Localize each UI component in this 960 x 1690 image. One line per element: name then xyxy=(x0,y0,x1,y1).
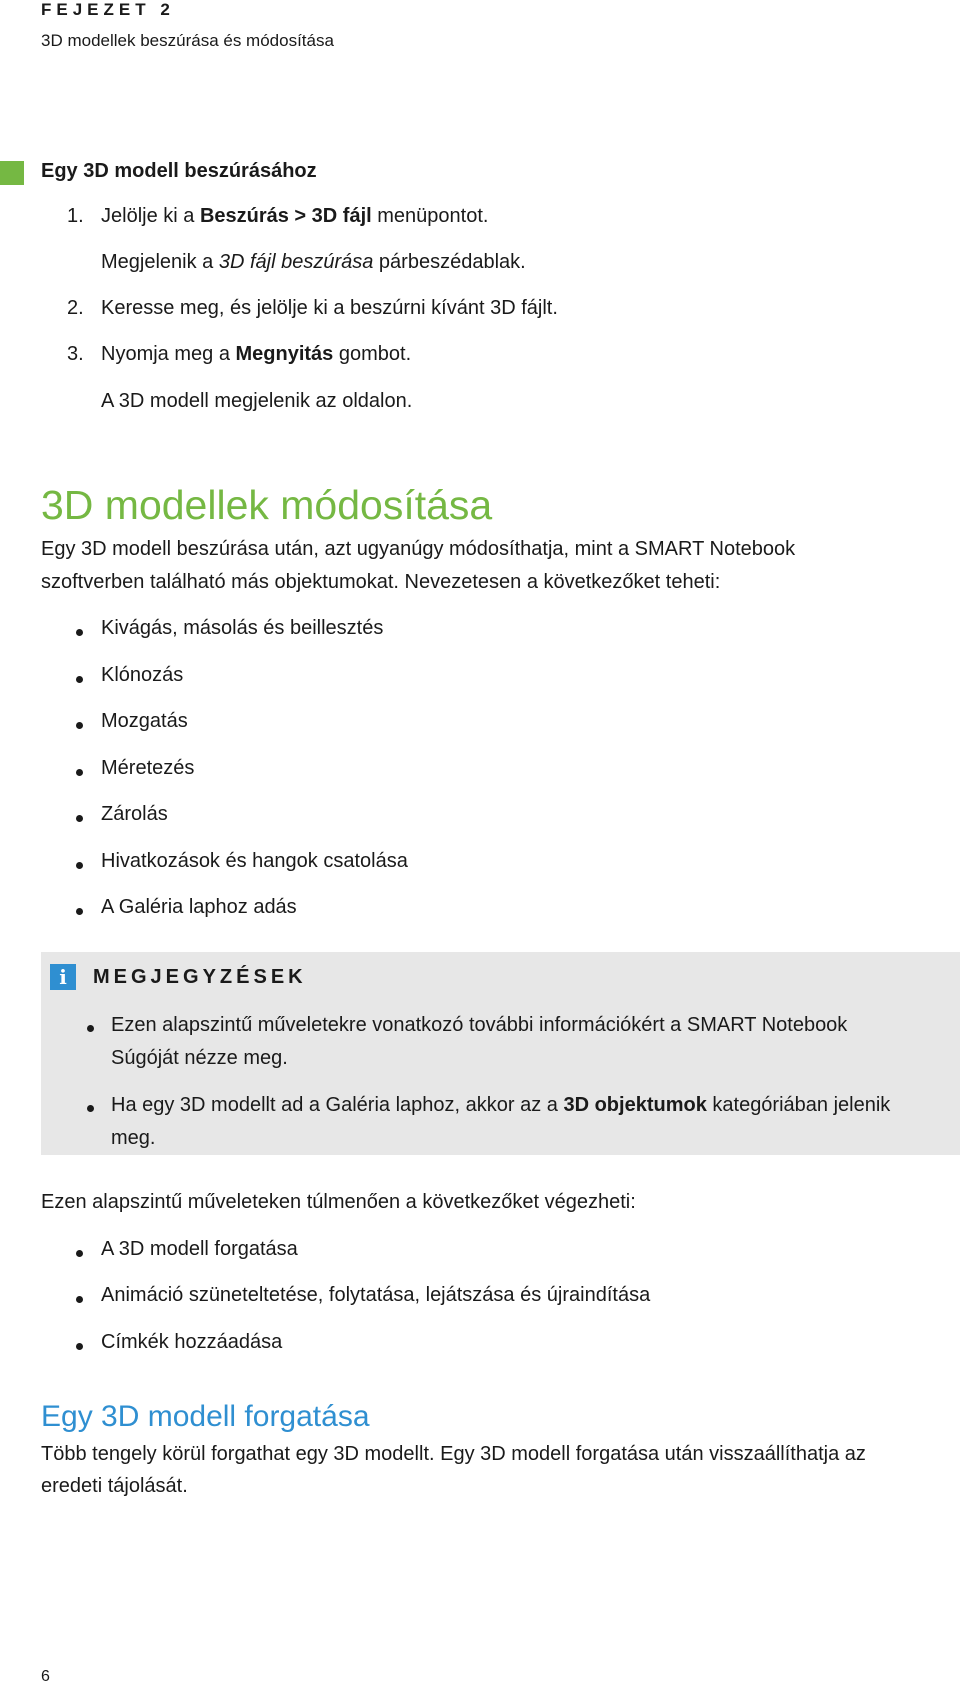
list-item: Méretezés xyxy=(101,757,195,779)
bullet-dot-icon xyxy=(76,1343,83,1350)
bullet-dot-icon xyxy=(76,908,83,915)
bullet-dot-icon xyxy=(76,722,83,729)
section-intro-line: Egy 3D modell beszúrása után, azt ugyanúgy módosíthatja, mint a SMART Notebook xyxy=(41,538,796,560)
bullet-dot-icon xyxy=(76,862,83,869)
section-heading-modify: 3D modellek módosítása xyxy=(41,482,493,528)
bullet-dot-icon xyxy=(76,815,83,822)
list-item: Klónozás xyxy=(101,664,184,686)
list-item: Hivatkozások és hangok csatolása xyxy=(101,850,408,872)
list-item: Zárolás xyxy=(101,803,168,825)
section-paragraph-line: eredeti tájolását. xyxy=(41,1475,188,1497)
bullet-dot-icon xyxy=(76,1296,83,1303)
bullet-dot-icon xyxy=(87,1105,94,1112)
note-item-line: meg. xyxy=(111,1127,156,1149)
section-intro-line: szoftverben található más objektumokat. Nevezetesen a következőket teheti: xyxy=(41,571,721,593)
step-number: 3. xyxy=(67,343,84,365)
list-item: A Galéria laphoz adás xyxy=(101,896,297,918)
list-item: Animáció szüneteltetése, folytatása, lejátszása és újraindítása xyxy=(101,1284,651,1306)
bullet-dot-icon xyxy=(76,629,83,636)
page-number: 6 xyxy=(41,1668,50,1685)
bullet-dot-icon xyxy=(76,769,83,776)
bullet-dot-icon xyxy=(87,1025,94,1032)
list-item: Címkék hozzáadása xyxy=(101,1331,283,1353)
step-1-result: Megjelenik a 3D fájl beszúrása párbeszédablak. xyxy=(101,251,526,273)
section-heading-rotate: Egy 3D modell forgatása xyxy=(41,1400,370,1433)
note-item-line: Súgóját nézze meg. xyxy=(111,1047,288,1069)
step-2-text: Keresse meg, és jelölje ki a beszúrni kívánt 3D fájlt. xyxy=(101,297,558,319)
bullet-dot-icon xyxy=(76,1250,83,1257)
step-3-text: Nyomja meg a Megnyitás gombot. xyxy=(101,343,412,365)
step-number: 1. xyxy=(67,205,84,227)
bullet-dot-icon xyxy=(76,676,83,683)
info-icon: i xyxy=(50,964,76,990)
chapter-title: 3D modellek beszúrása és módosítása xyxy=(41,31,334,50)
procedure-title: Egy 3D modell beszúrásához xyxy=(41,160,317,182)
procedure-marker-icon xyxy=(0,161,24,185)
notes-title: MEGJEGYZÉSEK xyxy=(93,966,307,988)
list-item: Kivágás, másolás és beillesztés xyxy=(101,617,384,639)
step-3-result: A 3D modell megjelenik az oldalon. xyxy=(101,390,413,412)
section-paragraph-line: Több tengely körül forgathat egy 3D modellt. Egy 3D modell forgatása után visszaállíthatja az xyxy=(41,1443,866,1465)
list-item: Mozgatás xyxy=(101,710,188,732)
note-item-line: Ha egy 3D modellt ad a Galéria laphoz, akkor az a 3D objektumok kategóriában jelenik xyxy=(111,1094,891,1116)
note-item-line: Ezen alapszintű műveletekre vonatkozó további információkért a SMART Notebook xyxy=(111,1014,848,1036)
list-item: A 3D modell forgatása xyxy=(101,1238,298,1260)
section-paragraph: Ezen alapszintű műveleteken túlmenően a következőket végezheti: xyxy=(41,1191,636,1213)
step-1-text: Jelölje ki a Beszúrás > 3D fájl menüpontot. xyxy=(101,205,489,227)
step-number: 2. xyxy=(67,297,84,319)
chapter-label: FEJEZET 2 xyxy=(41,0,175,19)
